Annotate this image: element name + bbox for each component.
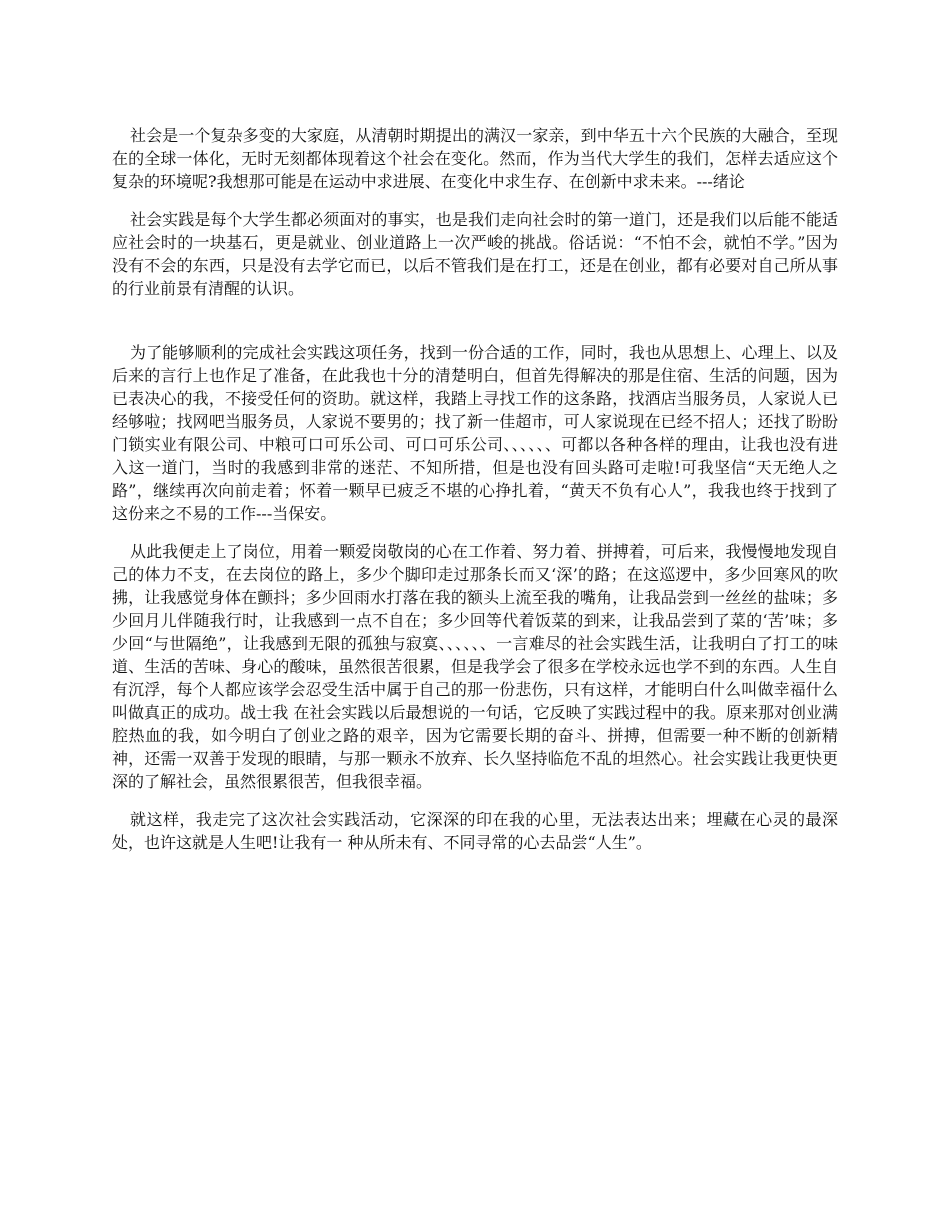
- paragraph-spacer: [112, 315, 838, 341]
- paragraph-intro: 社会是一个复杂多变的大家庭，从清朝时期提出的满汉一家亲，到中华五十六个民族的大融合，至现在的全球一体化，无时无刻都体现着这个社会在变化。然而，作为当代大学生的我们，怎样去适应这个复杂的环境呢?我想那可能是在运动中求进展、在变化中求生存、在创新中求未来。---绪论: [112, 126, 838, 191]
- paragraph-on-duty: 从此我便走上了岗位，用着一颗爱岗敬岗的心在工作着、努力着、拼搏着，可后来，我慢慢地发现自己的体力不支，在去岗位的路上，多少个脚印走过那条长而又‘深’的路；在这巡逻中，多少回寒风的吹拂，让我感觉身体在颤抖；多少回雨水打落在我的额头上流至我的嘴角，让我品尝到一丝丝的盐味；多少回月儿伴随我行时，让我感到一点不自在；多少回等代着饭菜的到来，让我品尝到了菜的‘苦’味；多少回“与世隔绝”，让我感到无限的孤独与寂寞、、、、、、一言难尽的社会实践生活，让我明白了打工的味道、生活的苦味、身心的酸味，虽然很苦很累，但是我学会了很多在学校永远也学不到的东西。人生自有沉浮，每个人都应该学会忍受生活中属于自己的那一份悲伤，只有这样，才能明白什么叫做幸福什么叫做真正的成功。战士我 在社会实践以后最想说的一句话，它反映了实践过程中的我。原来那对创业满腔热血的我，如今明白了创业之路的艰辛，因为它需要长期的奋斗、拼搏，但需要一种不断的创新精神，还需一双善于发现的眼睛，与那一颗永不放弃、长久坚持临危不乱的坦然心。社会实践让我更快更深的了解社会，虽然很累很苦，但我很幸福。: [112, 542, 838, 791]
- paragraph-conclusion: 就这样，我走完了这次社会实践活动，它深深的印在我的心里，无法表达出来；埋藏在心灵的最深处，也许这就是人生吧!让我有一 种从所未有、不同寻常的心去品尝“人生”。: [112, 810, 838, 852]
- paragraph-job-search: 为了能够顺利的完成社会实践这项任务，找到一份合适的工作，同时，我也从思想上、心理上、以及后来的言行上也作足了准备，在此我也十分的清楚明白，但首先得解决的那是住宿、生活的问题，因为已表决心的我，不接受任何的资助。就这样，我踏上寻找工作的这条路，找酒店当服务员，人家说人已经够啦；找网吧当服务员，人家说不要男的；找了新一佳超市，可人家说现在已经不招人；还找了盼盼门锁实业有限公司、中粮可口可乐公司、可口可乐公司、、、、、、可都以各种各样的理由，让我也没有进入这一道门，当时的我感到非常的迷茫、不知所措，但是也没有回头路可走啦!可我坚信“天无绝人之路”，继续再次向前走着；怀着一颗早已疲乏不堪的心挣扎着，“黄天不负有心人”，我我也终于找到了这份来之不易的工作---当保安。: [112, 343, 838, 523]
- document-body: [112, 124, 838, 869]
- paragraph-social-practice: 社会实践是每个大学生都必须面对的事实，也是我们走向社会时的第一道门，还是我们以后能不能适应社会时的一块基石，更是就业、创业道路上一次严峻的挑战。俗话说：“不怕不会，就怕不学。”因为没有不会的东西，只是没有去学它而已，以后不管我们是在打工，还是在创业，都有必要对自己所从事的行业前景有清醒的认识。: [112, 210, 838, 298]
